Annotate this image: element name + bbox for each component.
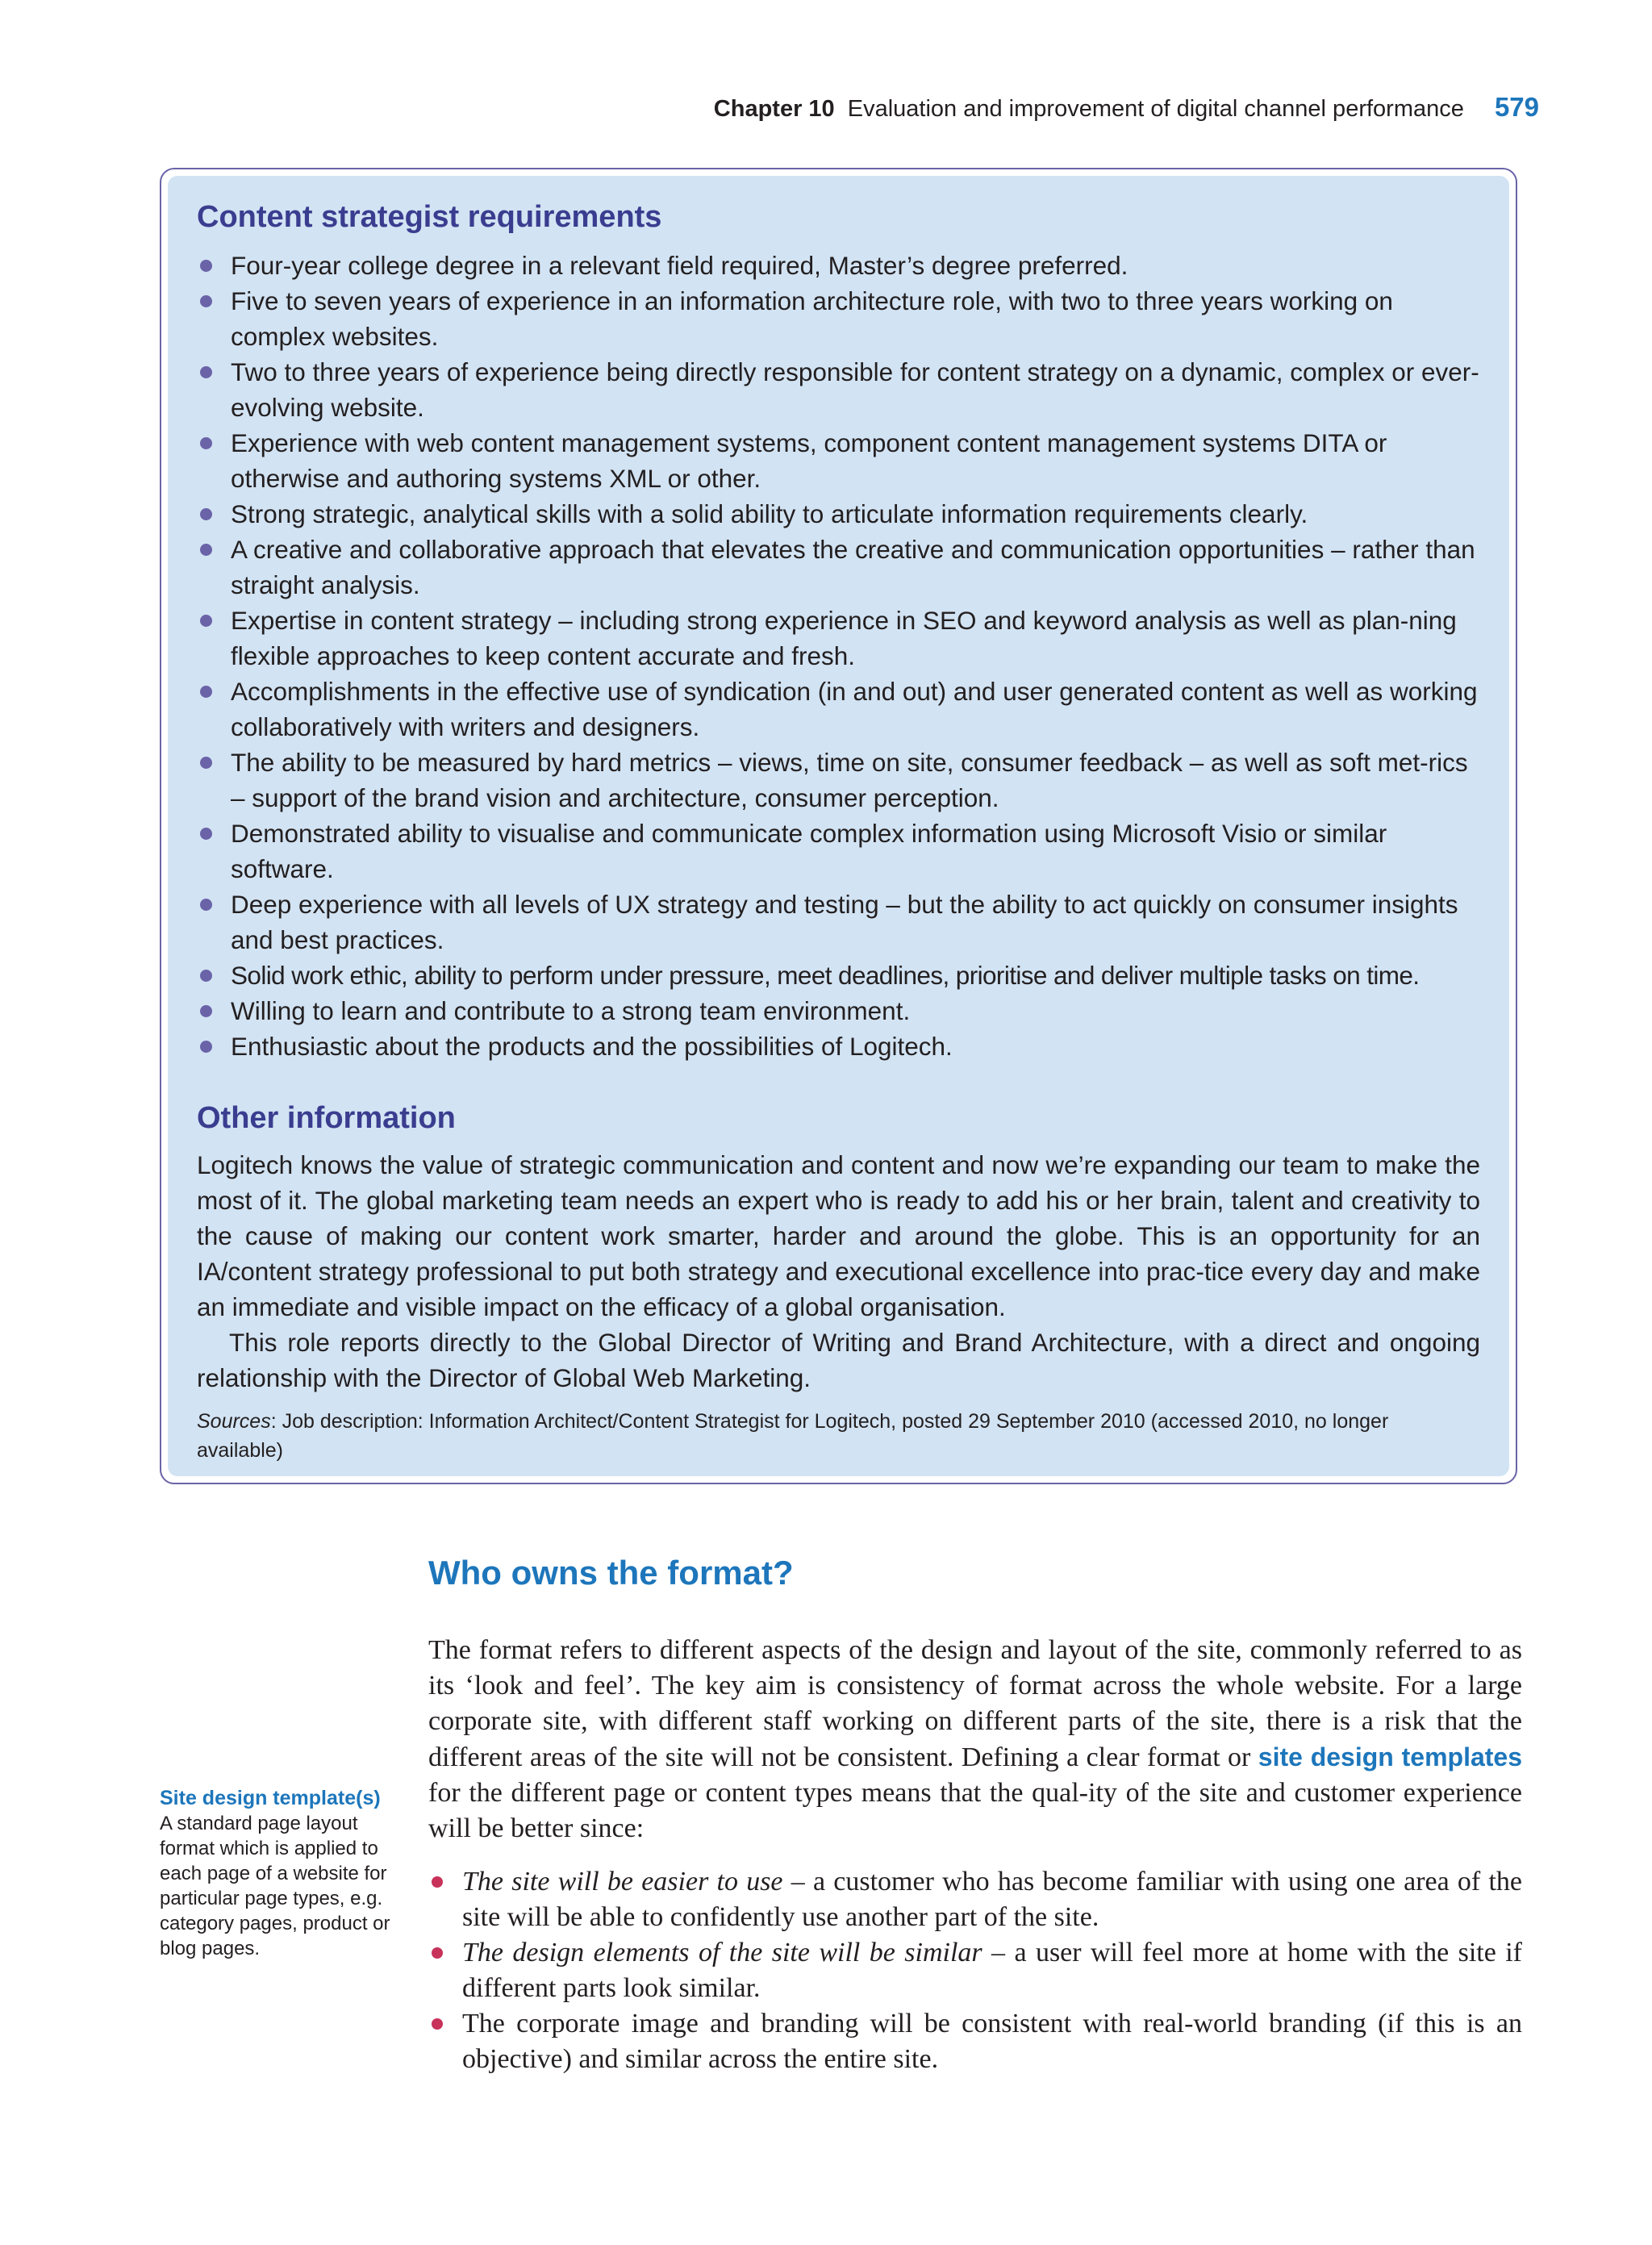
list-item-text: Enthusiastic about the products and the possibilities of Logitech. — [231, 1032, 953, 1061]
list-item — [428, 2006, 1522, 2077]
list-item — [197, 993, 1480, 1029]
other-information-paragraph: Logitech knows the value of strategic communication and content and now we’re expanding our team to make the most of it. The global marketing team needs an expert who is ready to add his or her brain, talent and creativity to the cause of making our content work smarter, harder and around the globe. This is an opportunity for an IA/content strategy professional to put both strategy and executional excellence into prac-tice every day and make an immediate and visible impact on the efficacy of a global organisation. — [197, 1150, 1480, 1321]
sources-text: : Job description: Information Architect/Content Strategist for Logitech, posted 29 September 2010 (accessed 2010, no longer available) — [197, 1410, 1389, 1462]
paragraph-text: for the different page or content types means that the qual-ity of the site and customer experience will be better since: — [428, 1778, 1522, 1843]
list-item — [197, 745, 1480, 816]
list-item-text: Deep experience with all levels of UX strategy and testing – but the ability to act quickly on consumer insights and best practices. — [231, 890, 1458, 954]
list-item-text: Solid work ethic, ability to perform under pressure, meet deadlines, prioritise and deliver multiple tasks on time. — [231, 961, 1420, 990]
list-item-emphasis: The site will be easier to use — [462, 1867, 783, 1897]
bullet-icon — [432, 1947, 443, 1959]
list-item-text: The corporate image and branding will be consistent with real-world branding (if this is an objective) and similar across the entire site. — [462, 2009, 1522, 2074]
list-item — [197, 354, 1480, 425]
list-item-text: A creative and collaborative approach that elevates the creative and communication opportunities – rather than straight analysis. — [231, 535, 1475, 599]
list-item — [197, 532, 1480, 603]
case-study-box — [160, 168, 1517, 1484]
other-information-paragraph: This role reports directly to the Global Director of Writing and Brand Architecture, with a direct and ongoing relationship with the Director of Global Web Marketing. — [197, 1328, 1480, 1392]
list-item-text: Demonstrated ability to visualise and communicate complex information using Microsoft Visio or similar software. — [231, 819, 1387, 883]
section-heading: Who owns the format? — [428, 1554, 794, 1592]
list-item — [197, 248, 1480, 283]
list-item — [197, 958, 1480, 993]
list-item-emphasis: The design elements of the site will be similar — [462, 1938, 982, 1968]
other-information-heading: Other information — [197, 1101, 456, 1135]
list-item — [197, 603, 1480, 674]
benefits-list — [428, 1864, 1522, 2077]
key-term: site design templates — [1258, 1742, 1522, 1771]
chapter-title: Evaluation and improvement of digital channel performance — [847, 96, 1464, 122]
list-item — [428, 1864, 1522, 1935]
chapter-label: Chapter 10 — [713, 96, 835, 122]
bullet-icon — [200, 260, 212, 272]
list-item — [197, 816, 1480, 887]
bullet-icon — [200, 970, 212, 982]
bullet-icon — [432, 2018, 443, 2030]
list-item-text: Expertise in content strategy – including strong experience in SEO and keyword analysis as well as plan-ning flexible approaches to keep content accurate and fresh. — [231, 606, 1457, 670]
bullet-icon — [200, 544, 212, 556]
list-item — [428, 1935, 1522, 2006]
bullet-icon — [200, 757, 212, 769]
list-item-text: Accomplishments in the effective use of syndication (in and out) and user generated content as well as working collaboratively with writers and designers. — [231, 677, 1478, 741]
margin-definition — [160, 1786, 394, 1961]
list-item — [197, 1029, 1480, 1064]
list-item-text: Four-year college degree in a relevant field required, Master’s degree preferred. — [231, 251, 1128, 280]
bullet-icon — [200, 437, 212, 449]
list-item — [197, 496, 1480, 532]
bullet-icon — [432, 1876, 443, 1888]
list-item-text: The ability to be measured by hard metrics – views, time on site, consumer feedback – as well as soft met-rics – support of the brand vision and architecture, consumer perception. — [231, 748, 1468, 812]
bullet-icon — [200, 615, 212, 627]
list-item — [197, 674, 1480, 745]
sources-label: Sources — [197, 1410, 271, 1433]
bullet-icon — [200, 686, 212, 698]
list-item — [197, 425, 1480, 496]
bullet-icon — [200, 899, 212, 911]
list-item — [197, 283, 1480, 354]
bullet-icon — [200, 366, 212, 378]
list-item-text: – a customer who has become familiar with using one area of the site will be able to confidently use another part of the site. — [462, 1867, 1522, 1932]
page-number: 579 — [1494, 92, 1539, 122]
bullet-icon — [200, 508, 212, 520]
bullet-icon — [200, 1041, 212, 1053]
running-head — [484, 92, 1539, 123]
bullet-icon — [200, 828, 212, 840]
list-item-text: Two to three years of experience being directly responsible for content strategy on a dynamic, complex or ever-evolving website. — [231, 357, 1479, 422]
paragraph-text: The format refers to different aspects of the design and layout of the site, commonly referred to as its ‘look and feel’. The key aim is consistency of format across the whole website. For a large corporate site, with different staff working on different parts of the site, there is a risk that the different areas of the site will not be consistent. Defining a clear format or — [428, 1635, 1522, 1772]
body-paragraph — [428, 1633, 1522, 1846]
list-item — [197, 887, 1480, 958]
definition-term: Site design template(s) — [160, 1787, 381, 1809]
requirements-list — [197, 248, 1480, 1064]
list-item-text: Strong strategic, analytical skills with a solid ability to articulate information requirements clearly. — [231, 499, 1308, 528]
body-text — [428, 1633, 1522, 2077]
case-study-box-body — [168, 176, 1509, 1476]
list-item-text: Five to seven years of experience in an information architecture role, with two to three years working on complex websites. — [231, 286, 1393, 351]
list-item-text: – a user will feel more at home with the site if different parts look similar. — [462, 1938, 1522, 2003]
definition-text: A standard page layout format which is applied to each page of a website for particular page types, e.g. category pages, product or blog pages. — [160, 1813, 390, 1959]
list-item-text: Willing to learn and contribute to a strong team environment. — [231, 996, 911, 1025]
list-item-text: Experience with web content management systems, component content management systems DITA or otherwise and authoring systems XML or other. — [231, 428, 1387, 493]
bullet-icon — [200, 1005, 212, 1017]
bullet-icon — [200, 295, 212, 307]
requirements-heading: Content strategist requirements — [197, 200, 662, 234]
sources-note — [197, 1407, 1480, 1465]
